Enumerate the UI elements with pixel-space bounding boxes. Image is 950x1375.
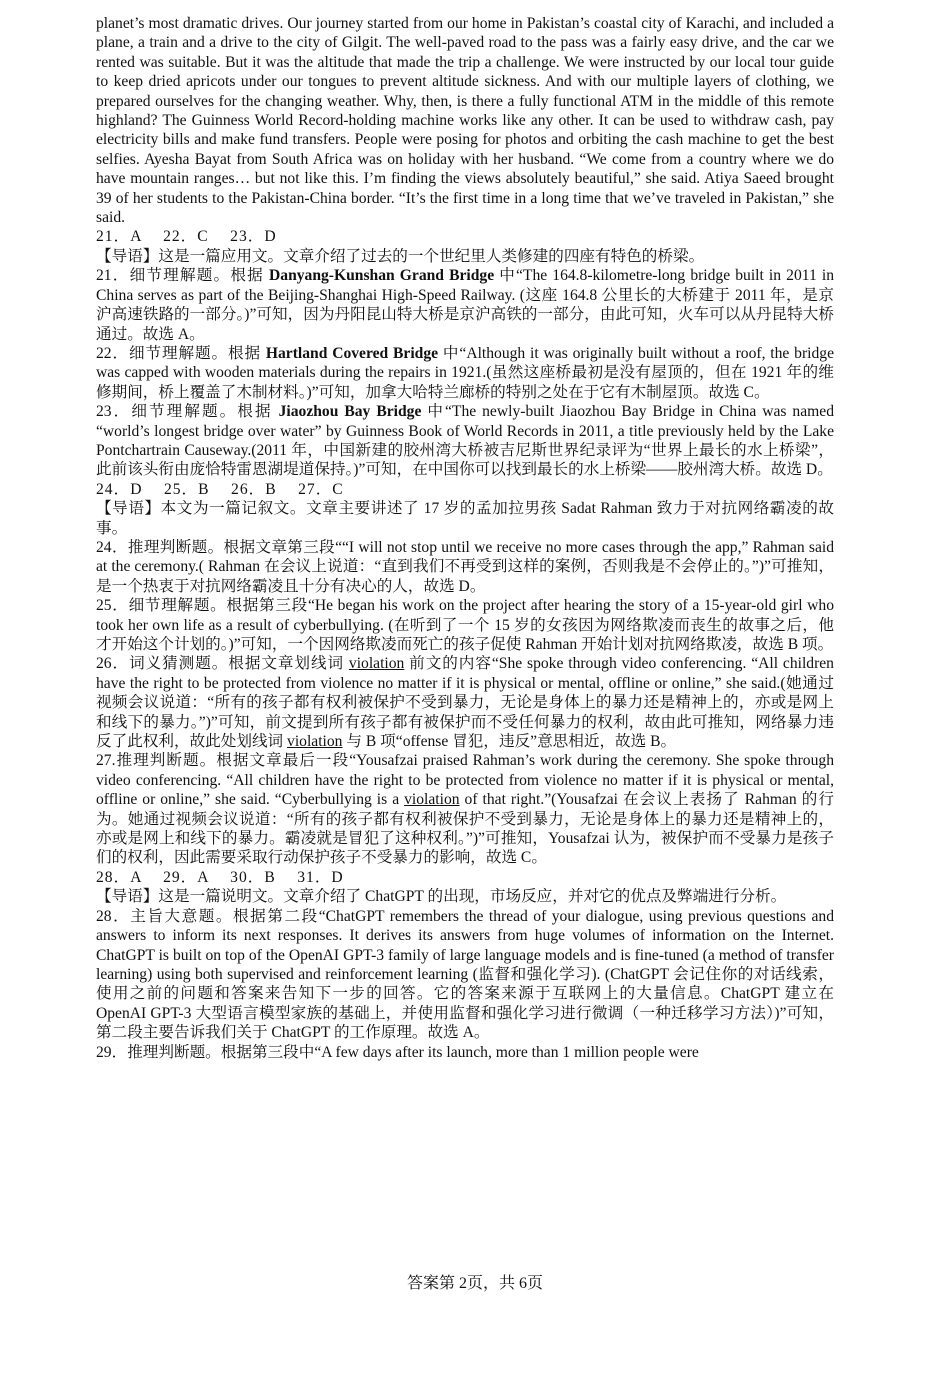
explanation-26: 26．词义猜测题。根据文章划线词 violation 前文的内容“She spoke through video conferencing. “All children have the right to be protected from violence no matter if it is physical or mental, offline or online,” she said.(她通过视频会议说道：“所有的孩子都有权利被保护不受到暴力，无论是身体上的暴力还是精神上的，亦或是网上和线下的暴力。”)”可知，前文提到所有孩子都有被保护而不受任何暴力的权利，故由此可推知，网络暴力违反了此权利，故此处划线词 violation 与 B 项“offense 冒犯，违反”意思相近，故选 B。 [96, 655, 834, 751]
explanation-21: 21．细节理解题。根据 Danyang-Kunshan Grand Bridge 中“The 164.8-kilometre-long bridge built in 2011 in China serves as part of the Beijing-Shanghai High-Speed Railway. (这座 164.8 公里长的大桥建于 2011 年，是京沪高速铁路的一部分。)”可知，因为丹阳昆山特大桥是京沪高铁的一部分，由此可知，火车可以从丹昆特大桥通过。故选 A。 [96, 267, 834, 343]
answer-key-24-27: 24．D 25．B 26．B 27．C [96, 480, 344, 498]
guide-intro-28-31: 【导语】这是一篇说明文。文章介绍了 ChatGPT 的出现，市场反应，并对它的优点及弊端进行分析。 [96, 888, 787, 906]
guide-intro-21-23: 【导语】这是一篇应用文。文章介绍了过去的一个世纪里人类修建的四座有特色的桥梁。 [96, 247, 705, 265]
explanation-23: 23．细节理解题。根据 Jiaozhou Bay Bridge 中“The newly-built Jiaozhou Bay Bridge in China was named “world’s longest bridge over water” by Guinness Book of World Records in 2011, a title previously held by the Lake Pontchartrain Causeway.(2011 年，中国新建的胶州湾大桥被吉尼斯世界纪录评为“世界上最长的水上桥梁”，此前该头衔由庞恰特雷恩湖堤道保持。)”可知，在中国你可以找到最长的水上桥梁——胶州湾大桥。故选 D。 [96, 403, 834, 479]
explanation-28: 28．主旨大意题。根据第二段“ChatGPT remembers the thread of your dialogue, using previous questions and answers to inform its next responses. It derives its answers from huge volumes of information on the Internet. ChatGPT is built on top of the OpenAI GPT-3 family of large language models and is fine-tuned (a method of transfer learning) using both supervised and reinforcement learning (监督和强化学习). (ChatGPT 会记住你的对话线索，使用之前的问题和答案来告知下一步的回答。它的答案来源于互联网上的大量信息。ChatGPT 建立在 OpenAI GPT-3 大型语言模型家族的基础上，并使用监督和强化学习进行微调（一种迁移学习方法）)”可知，第二段主要告诉我们关于 ChatGPT 的工作原理。故选 A。 [96, 907, 834, 1042]
answer-key-28-31: 28．A 29．A 30．B 31．D [96, 868, 344, 886]
explanation-25: 25．细节理解题。根据第三段“He began his work on the project after hearing the story of a 15-year-old girl who took her own life as a result of cyberbullying. (在听到了一个 15 岁的女孩因为网络欺凌而丧生的故事之后，他才开始这个计划的。)”可知，一个因网络欺凌而死亡的孩子促使 Rahman 开始计划对抗网络欺凌，故选 B 项。 [96, 597, 834, 653]
guide-intro-24-27: 【导语】本文为一篇记叙文。文章主要讲述了 17 岁的孟加拉男孩 Sadat Rahman 致力于对抗网络霸凌的故事。 [96, 500, 834, 537]
explanation-24: 24．推理判断题。根据文章第三段““I will not stop until we receive no more cases through the app,” Rahman said at the ceremony.( Rahman 在会议上说道：“直到我们不再受到这样的案例，否则我是不会停止的。”)”可推知，是一个热衷于对抗网络霸凌且十分有决心的人，故选 D。 [96, 538, 834, 595]
explanation-29: 29．推理判断题。根据第三段中“A few days after its launch, more than 1 million people were [96, 1043, 699, 1061]
page-footer: 答案第 2页，共 6页 [406, 1275, 543, 1292]
answer-key-21-23: 21．A 22．C 23．D [96, 228, 277, 246]
explanation-27: 27.推理判断题。根据文章最后一段“Yousafzai praised Rahman’s work during the ceremony. She spoke through video conferencing. “All children have the right to be protected from violence no matter if it is physical or mental, offline or online,” she said. “Cyberbullying is a violation of that right.”(Yousafzai 在会议上表扬了 Rahman 的行为。她通过视频会议说道：“所有的孩子都有权利被保护不受到暴力，无论是身体上的暴力还是精神上的，亦或是网上和线下的暴力。霸凌就是冒犯了这种权利。”)”可推知，Yousafzai 认为，被保护而不受暴力是孩子们的权利，因此需要采取行动保护孩子不受暴力的影响，故选 C。 [96, 752, 834, 867]
document-body [96, 14, 834, 1062]
explanation-22: 22．细节理解题。根据 Hartland Covered Bridge 中“Although it was originally built without a roof, the bridge was capped with wooden materials during the repairs in 1921.(虽然这座桥最初是没有屋顶的，但在 1921 年的维修期间，桥上覆盖了木制材料。)”可知，加拿大哈特兰廊桥的特别之处在于它有木制屋顶。故选 C。 [96, 344, 834, 401]
passage-text: planet’s most dramatic drives. Our journey started from our home in Pakistan’s coastal city of Karachi, and included a plane, a train and a drive to the city of Gilgit. The well-paved road to the pass was a fairly easy drive, and the car we rented was suitable. But it was the altitude that made the trip a challenge. We were instructed by our local tour guide to keep dried apricots under our tongues to prevent altitude sickness. And with our multiple layers of clothing, we prepared ourselves for the changing weather. Why, then, is there a fully functional ATM in the middle of this remote highland? The Guinness World Record-holding machine works like any other. It can be used to withdraw cash, pay electricity bills and make fund transfers. People were posing for photos and orbiting the cash machine to get the best selfies. Ayesha Bayat from South Africa was on holiday with her husband. “We come from a country where we do have mountain ranges… but not like this. I’m finding the views absolutely beautiful,” she said. Atiya Saeed brought 39 of her students to the Pakistan-China border. “It’s the first time in a long time that we’ve traveled in Pakistan,” she said. [96, 15, 834, 227]
